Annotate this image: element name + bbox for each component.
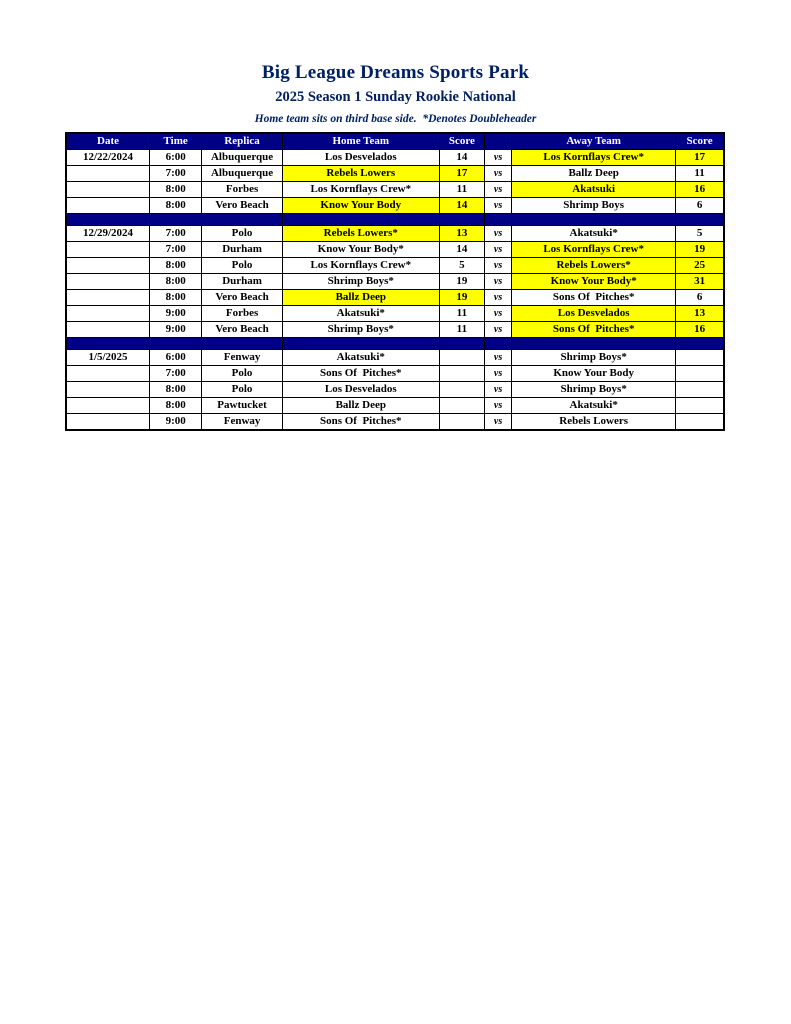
vs-cell: vs: [485, 306, 512, 322]
separator-cell: [150, 338, 202, 350]
replica-cell: Polo: [202, 366, 282, 382]
date-cell: 1/5/2025: [66, 350, 150, 366]
home-team-cell: Ballz Deep: [282, 398, 439, 414]
game-row: [66, 366, 724, 382]
away-team-cell: Know Your Body*: [512, 274, 676, 290]
home-score-cell: 11: [439, 182, 484, 198]
section-separator-row: [66, 214, 724, 226]
vs-cell: vs: [485, 258, 512, 274]
separator-cell: [282, 338, 439, 350]
replica-cell: Albuquerque: [202, 166, 282, 182]
away-score-cell: 17: [676, 150, 724, 166]
replica-cell: Forbes: [202, 306, 282, 322]
date-cell: [66, 306, 150, 322]
home-score-cell: 17: [439, 166, 484, 182]
home-team-cell: Ballz Deep: [282, 290, 439, 306]
time-cell: 8:00: [150, 382, 202, 398]
time-cell: 7:00: [150, 242, 202, 258]
away-team-cell: Los Kornflays Crew*: [512, 242, 676, 258]
vs-cell: vs: [485, 150, 512, 166]
home-score-cell: 14: [439, 198, 484, 214]
game-row: [66, 258, 724, 274]
away-team-cell: Rebels Lowers*: [512, 258, 676, 274]
vs-cell: vs: [485, 198, 512, 214]
game-row: [66, 350, 724, 366]
vs-cell: vs: [485, 290, 512, 306]
home-team-cell: Los Desvelados: [282, 382, 439, 398]
away-score-cell: 13: [676, 306, 724, 322]
vs-cell: vs: [485, 350, 512, 366]
schedule-table-header: [66, 133, 724, 150]
separator-cell: [512, 338, 676, 350]
replica-cell: Fenway: [202, 414, 282, 431]
home-score-cell: 13: [439, 226, 484, 242]
away-score-cell: 19: [676, 242, 724, 258]
game-row: [66, 274, 724, 290]
separator-cell: [202, 214, 282, 226]
home-score-cell: [439, 398, 484, 414]
home-score-cell: 11: [439, 322, 484, 338]
home-score-cell: [439, 414, 484, 431]
separator-cell: [282, 214, 439, 226]
home-team-cell: Rebels Lowers: [282, 166, 439, 182]
home-team-cell: Know Your Body*: [282, 242, 439, 258]
time-cell: 7:00: [150, 366, 202, 382]
away-team-cell: Shrimp Boys*: [512, 382, 676, 398]
game-row: [66, 290, 724, 306]
game-row: [66, 306, 724, 322]
vs-cell: vs: [485, 414, 512, 431]
game-row: [66, 166, 724, 182]
away-team-cell: Akatsuki*: [512, 226, 676, 242]
separator-cell: [676, 214, 724, 226]
vs-cell: vs: [485, 322, 512, 338]
column-header: Replica: [202, 133, 282, 150]
time-cell: 7:00: [150, 166, 202, 182]
replica-cell: Forbes: [202, 182, 282, 198]
away-team-cell: Akatsuki: [512, 182, 676, 198]
game-row: [66, 226, 724, 242]
time-cell: 9:00: [150, 414, 202, 431]
date-cell: [66, 366, 150, 382]
replica-cell: Pawtucket: [202, 398, 282, 414]
away-team-cell: Los Desvelados: [512, 306, 676, 322]
date-cell: 12/22/2024: [66, 150, 150, 166]
time-cell: 8:00: [150, 258, 202, 274]
header-row: [66, 133, 724, 150]
schedule-table-body: [66, 150, 724, 431]
page-subtitle: 2025 Season 1 Sunday Rookie National: [275, 89, 516, 105]
time-cell: 6:00: [150, 150, 202, 166]
away-score-cell: [676, 414, 724, 431]
column-header: Date: [66, 133, 150, 150]
date-cell: [66, 274, 150, 290]
separator-cell: [676, 338, 724, 350]
home-score-cell: 19: [439, 274, 484, 290]
away-team-cell: Ballz Deep: [512, 166, 676, 182]
replica-cell: Polo: [202, 258, 282, 274]
away-score-cell: 16: [676, 182, 724, 198]
away-score-cell: [676, 366, 724, 382]
vs-cell: vs: [485, 382, 512, 398]
separator-cell: [439, 338, 484, 350]
date-cell: [66, 242, 150, 258]
away-score-cell: 6: [676, 198, 724, 214]
vs-cell: vs: [485, 166, 512, 182]
column-header: Score: [676, 133, 724, 150]
column-header: [485, 133, 512, 150]
away-score-cell: 5: [676, 226, 724, 242]
time-cell: 8:00: [150, 182, 202, 198]
replica-cell: Vero Beach: [202, 290, 282, 306]
home-team-cell: Sons Of Pitches*: [282, 414, 439, 431]
replica-cell: Vero Beach: [202, 198, 282, 214]
game-row: [66, 382, 724, 398]
time-cell: 7:00: [150, 226, 202, 242]
game-row: [66, 150, 724, 166]
away-team-cell: Akatsuki*: [512, 398, 676, 414]
vs-cell: vs: [485, 182, 512, 198]
game-row: [66, 242, 724, 258]
away-team-cell: Los Kornflays Crew*: [512, 150, 676, 166]
away-score-cell: 31: [676, 274, 724, 290]
away-team-cell: Rebels Lowers: [512, 414, 676, 431]
vs-cell: vs: [485, 366, 512, 382]
home-score-cell: 14: [439, 242, 484, 258]
home-team-cell: Los Desvelados: [282, 150, 439, 166]
separator-cell: [485, 214, 512, 226]
home-team-cell: Akatsuki*: [282, 306, 439, 322]
away-score-cell: [676, 350, 724, 366]
game-row: [66, 398, 724, 414]
game-row: [66, 322, 724, 338]
away-score-cell: 6: [676, 290, 724, 306]
time-cell: 8:00: [150, 290, 202, 306]
replica-cell: Fenway: [202, 350, 282, 366]
time-cell: 8:00: [150, 274, 202, 290]
away-score-cell: [676, 382, 724, 398]
replica-cell: Albuquerque: [202, 150, 282, 166]
time-cell: 8:00: [150, 398, 202, 414]
replica-cell: Vero Beach: [202, 322, 282, 338]
vs-cell: vs: [485, 242, 512, 258]
away-team-cell: Shrimp Boys*: [512, 350, 676, 366]
away-score-cell: 25: [676, 258, 724, 274]
separator-cell: [202, 338, 282, 350]
game-row: [66, 414, 724, 431]
time-cell: 6:00: [150, 350, 202, 366]
away-team-cell: Shrimp Boys: [512, 198, 676, 214]
separator-cell: [439, 214, 484, 226]
separator-cell: [512, 214, 676, 226]
away-team-cell: Sons Of Pitches*: [512, 290, 676, 306]
column-header: Home Team: [282, 133, 439, 150]
home-team-cell: Los Kornflays Crew*: [282, 258, 439, 274]
date-cell: [66, 258, 150, 274]
time-cell: 9:00: [150, 306, 202, 322]
home-team-cell: Los Kornflays Crew*: [282, 182, 439, 198]
date-cell: 12/29/2024: [66, 226, 150, 242]
home-score-cell: [439, 366, 484, 382]
home-team-cell: Know Your Body: [282, 198, 439, 214]
section-separator-row: [66, 338, 724, 350]
away-score-cell: 16: [676, 322, 724, 338]
replica-cell: Polo: [202, 226, 282, 242]
home-team-cell: Sons Of Pitches*: [282, 366, 439, 382]
replica-cell: Durham: [202, 242, 282, 258]
game-row: [66, 198, 724, 214]
time-cell: 9:00: [150, 322, 202, 338]
home-team-cell: Akatsuki*: [282, 350, 439, 366]
date-cell: [66, 382, 150, 398]
column-header: Time: [150, 133, 202, 150]
replica-cell: Polo: [202, 382, 282, 398]
column-header: Score: [439, 133, 484, 150]
date-cell: [66, 290, 150, 306]
schedule-table: [65, 132, 725, 431]
home-team-cell: Shrimp Boys*: [282, 322, 439, 338]
date-cell: [66, 166, 150, 182]
vs-cell: vs: [485, 226, 512, 242]
replica-cell: Durham: [202, 274, 282, 290]
away-team-cell: Sons Of Pitches*: [512, 322, 676, 338]
home-score-cell: 14: [439, 150, 484, 166]
date-cell: [66, 198, 150, 214]
page-note: Home team sits on third base side. *Denotes Doubleheader: [254, 113, 537, 125]
column-header: Away Team: [512, 133, 676, 150]
separator-cell: [66, 214, 150, 226]
vs-cell: vs: [485, 398, 512, 414]
time-cell: 8:00: [150, 198, 202, 214]
home-score-cell: 5: [439, 258, 484, 274]
home-team-cell: Rebels Lowers*: [282, 226, 439, 242]
date-cell: [66, 398, 150, 414]
separator-cell: [485, 338, 512, 350]
date-cell: [66, 182, 150, 198]
away-score-cell: 11: [676, 166, 724, 182]
home-score-cell: [439, 350, 484, 366]
away-team-cell: Know Your Body: [512, 366, 676, 382]
home-score-cell: [439, 382, 484, 398]
separator-cell: [66, 338, 150, 350]
page-title: Big League Dreams Sports Park: [261, 62, 530, 83]
game-row: [66, 182, 724, 198]
separator-cell: [150, 214, 202, 226]
home-score-cell: 19: [439, 290, 484, 306]
away-score-cell: [676, 398, 724, 414]
date-cell: [66, 322, 150, 338]
home-team-cell: Shrimp Boys*: [282, 274, 439, 290]
vs-cell: vs: [485, 274, 512, 290]
home-score-cell: 11: [439, 306, 484, 322]
date-cell: [66, 414, 150, 431]
